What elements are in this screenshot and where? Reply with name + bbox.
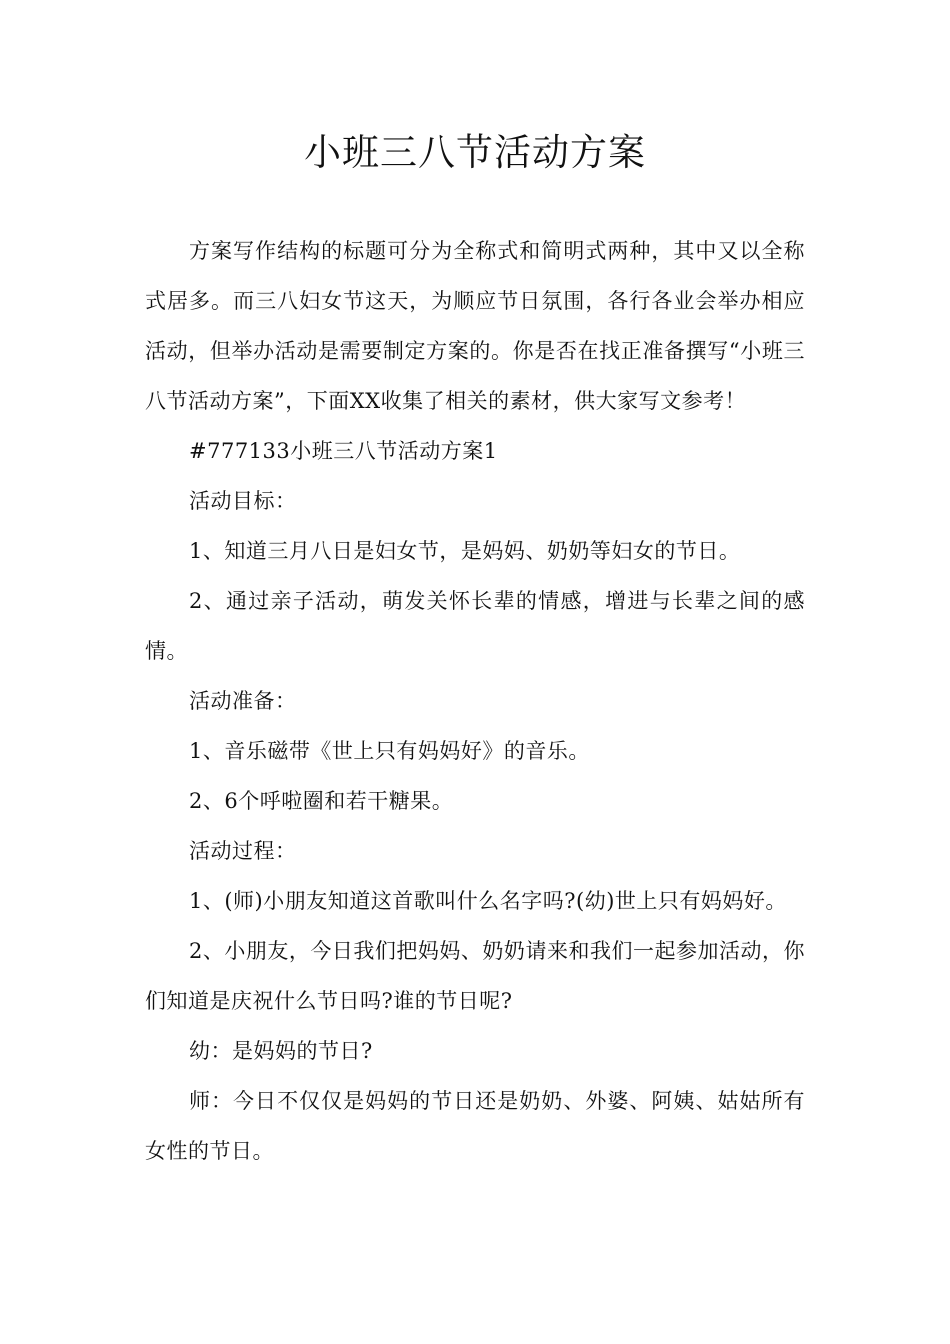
section-heading: #777133小班三八节活动方案1 bbox=[189, 439, 498, 463]
list-item: 1、知道三月八日是妇女节，是妈妈、奶奶等妇女的节日。 bbox=[189, 539, 741, 563]
list-item: 1、(师)小朋友知道这首歌叫什么名字吗?(幼)世上只有妈妈好。 bbox=[189, 889, 787, 913]
list-item: 2、通过亲子活动，萌发关怀长辈的情感，增进与长辈之间的感情。 bbox=[145, 589, 805, 663]
list-item: 2、小朋友，今日我们把妈妈、奶奶请来和我们一起参加活动，你们知道是庆祝什么节日吗?谁的节日呢? bbox=[145, 939, 805, 1013]
list-item: 2、6个呼啦圈和若干糖果。 bbox=[189, 789, 454, 813]
list-item: 1、音乐磁带《世上只有妈妈好》的音乐。 bbox=[189, 739, 590, 763]
subheading-process: 活动过程： bbox=[189, 839, 297, 863]
subheading-preparation: 活动准备： bbox=[189, 689, 297, 713]
dialogue-line: 幼：是妈妈的节日? bbox=[189, 1039, 373, 1063]
document-body bbox=[145, 226, 805, 1176]
intro-paragraph: 方案写作结构的标题可分为全称式和简明式两种，其中又以全称式居多。而三八妇女节这天，为顺应节日氛围，各行各业会举办相应活动，但举办活动是需要制定方案的。你是否在找正准备撰写“小班三八节活动方案”，下面XX收集了相关的素材，供大家写文参考！ bbox=[145, 239, 805, 413]
document-title: 小班三八节活动方案 bbox=[304, 131, 646, 174]
subheading-goals: 活动目标： bbox=[189, 489, 297, 513]
dialogue-line: 师：今日不仅仅是妈妈的节日还是奶奶、外婆、阿姨、姑姑所有女性的节日。 bbox=[145, 1089, 805, 1163]
